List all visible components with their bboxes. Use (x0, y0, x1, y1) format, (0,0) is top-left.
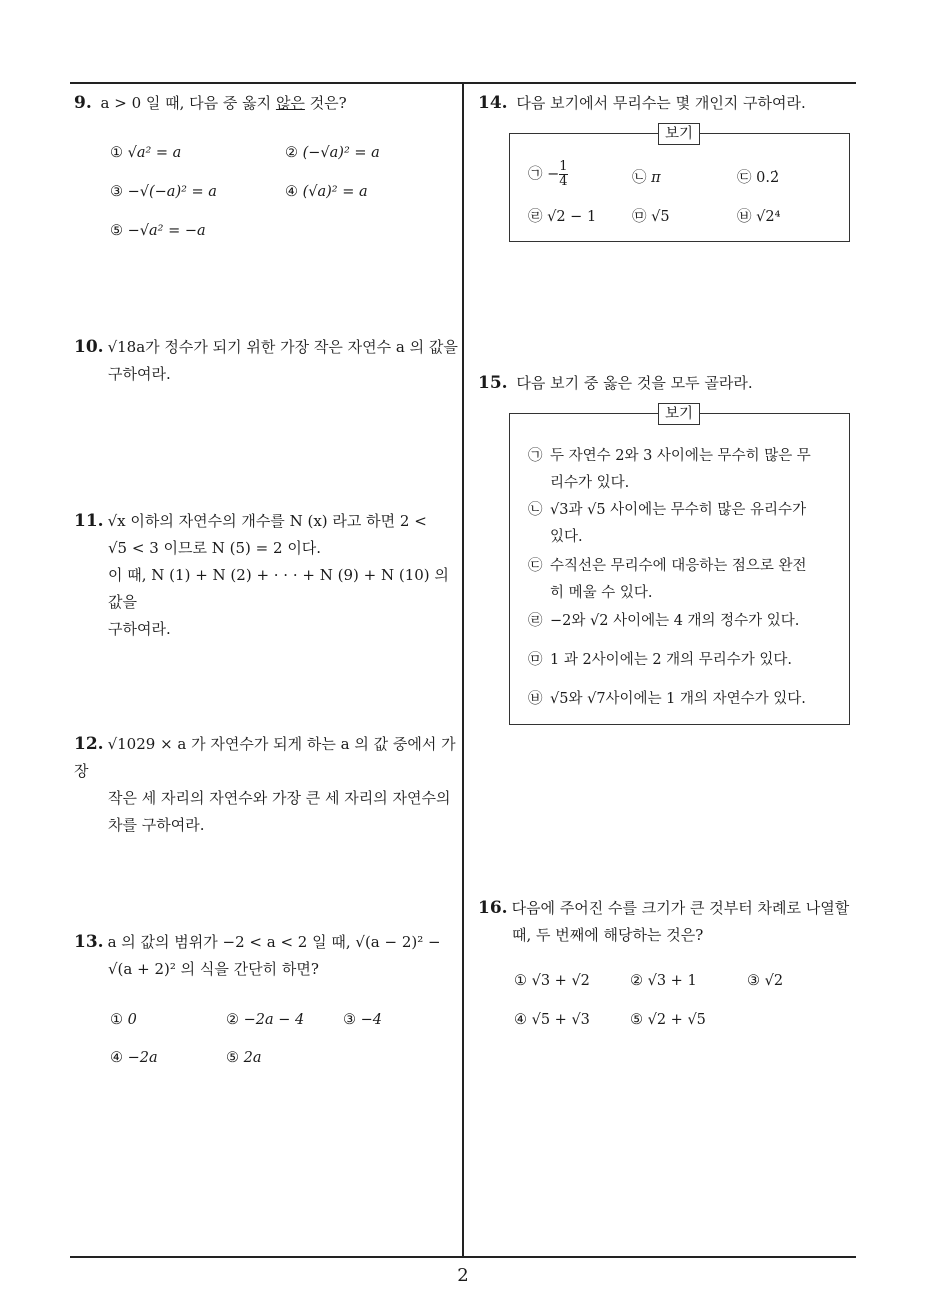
example-item: ㉤ √5 (632, 209, 670, 225)
question-text-pre: a > 0 일 때, 다음 중 옳지 (100, 94, 276, 112)
choice-3[interactable]: ③ −4 (343, 1012, 382, 1028)
question-11 (74, 508, 459, 643)
choice-2[interactable]: ② (−√a)² = a (285, 145, 380, 161)
question-line: 때, 두 번째에 해당하는 것은? (512, 926, 704, 944)
question-line: √5 < 3 이므로 N (5) = 2 이다. (108, 539, 322, 557)
question-number: 14. (478, 93, 508, 113)
question-number: 15. (478, 373, 508, 393)
question-line: a 의 값의 범위가 −2 < a < 2 일 때, √(a − 2)² − (107, 933, 441, 951)
page-number: 2 (457, 1265, 469, 1286)
question-15 (478, 370, 858, 397)
q14-example-box (509, 126, 850, 242)
question-line: √1029 × a 가 자연수가 되게 하는 a 의 값 중에서 가장 (74, 735, 456, 780)
bottom-rule (70, 1256, 856, 1258)
question-line: 작은 세 자리의 자연수와 가장 큰 세 자리의 자연수의 (108, 789, 451, 807)
question-12 (74, 731, 459, 839)
choice-1[interactable]: ① √a² = a (110, 145, 182, 161)
question-line: √18a가 정수가 되기 위한 가장 작은 자연수 a 의 값을 (107, 338, 458, 356)
question-number: 12. (74, 734, 104, 754)
question-13 (74, 929, 459, 983)
box-title: 보기 (658, 123, 700, 145)
example-item: ㉤ 1 과 2사이에는 2 개의 무리수가 있다. (528, 652, 793, 668)
choice-2[interactable]: ② √3 + 1 (630, 973, 697, 989)
box-title: 보기 (658, 403, 700, 425)
question-text-post: 것은? (304, 94, 347, 112)
example-item: ㉡ π (632, 170, 661, 186)
question-9 (74, 90, 459, 117)
question-number: 13. (74, 932, 104, 952)
q15-example-box (509, 406, 850, 725)
question-number: 11. (74, 511, 104, 531)
question-line: 구하여라. (108, 365, 171, 383)
question-number: 9. (74, 93, 92, 113)
choice-4[interactable]: ④ −2a (110, 1050, 158, 1066)
question-line: √(a + 2)² 의 식을 간단히 하면? (108, 960, 319, 978)
example-item: ㉢ 수직선은 무리수에 대응하는 점으로 완전 히 메울 수 있다. (528, 558, 807, 601)
example-item: ㉡ √3과 √5 사이에는 무수히 많은 유리수가 있다. (528, 502, 807, 545)
question-line: 이 때, N (1) + N (2) + · · · + N (9) + N (10) 의 값을 (108, 566, 449, 611)
question-14 (478, 90, 858, 117)
question-10 (74, 334, 459, 388)
question-text-underlined: 않은 (275, 94, 305, 112)
choice-3[interactable]: ③ √2 (747, 973, 784, 989)
choice-4[interactable]: ④ (√a)² = a (285, 184, 368, 200)
example-item: ㉥ √2⁴ (737, 209, 781, 225)
question-number: 16. (478, 898, 508, 918)
choice-1[interactable]: ① 0 (110, 1012, 137, 1028)
example-item: ㉣ −2와 √2 사이에는 4 개의 정수가 있다. (528, 613, 800, 629)
choice-5[interactable]: ⑤ 2a (226, 1050, 262, 1066)
choice-5[interactable]: ⑤ √2 + √5 (630, 1012, 706, 1028)
choice-1[interactable]: ① √3 + √2 (514, 973, 590, 989)
example-item: ㉥ √5와 √7사이에는 1 개의 자연수가 있다. (528, 691, 806, 707)
example-item: ㉠ 두 자연수 2와 3 사이에는 무수히 많은 무 리수가 있다. (528, 448, 811, 491)
example-item: ㉢ 0.2̇ (737, 170, 780, 186)
example-item: ㉣ √2 − 1 (528, 209, 597, 225)
choice-4[interactable]: ④ √5 + √3 (514, 1012, 590, 1028)
question-line: 차를 구하여라. (108, 816, 205, 834)
question-text: 다음 보기에서 무리수는 몇 개인지 구하여라. (516, 94, 806, 112)
choice-5[interactable]: ⑤ −√a² = −a (110, 223, 206, 239)
question-number: 10. (74, 337, 104, 357)
choice-2[interactable]: ② −2a − 4 (226, 1012, 305, 1028)
question-line: √x 이하의 자연수의 개수를 N (x) 라고 하면 2 < (107, 512, 427, 530)
question-line: 구하여라. (108, 620, 171, 638)
choice-3[interactable]: ③ −√(−a)² = a (110, 184, 217, 200)
example-item: ㉠ − $\frac{1}{4}$ (528, 159, 568, 189)
question-line: 다음에 주어진 수를 크기가 큰 것부터 차례로 나열할 (511, 899, 850, 917)
question-text: 다음 보기 중 옳은 것을 모두 골라라. (516, 374, 753, 392)
question-16 (478, 895, 858, 949)
column-divider (462, 83, 464, 1257)
